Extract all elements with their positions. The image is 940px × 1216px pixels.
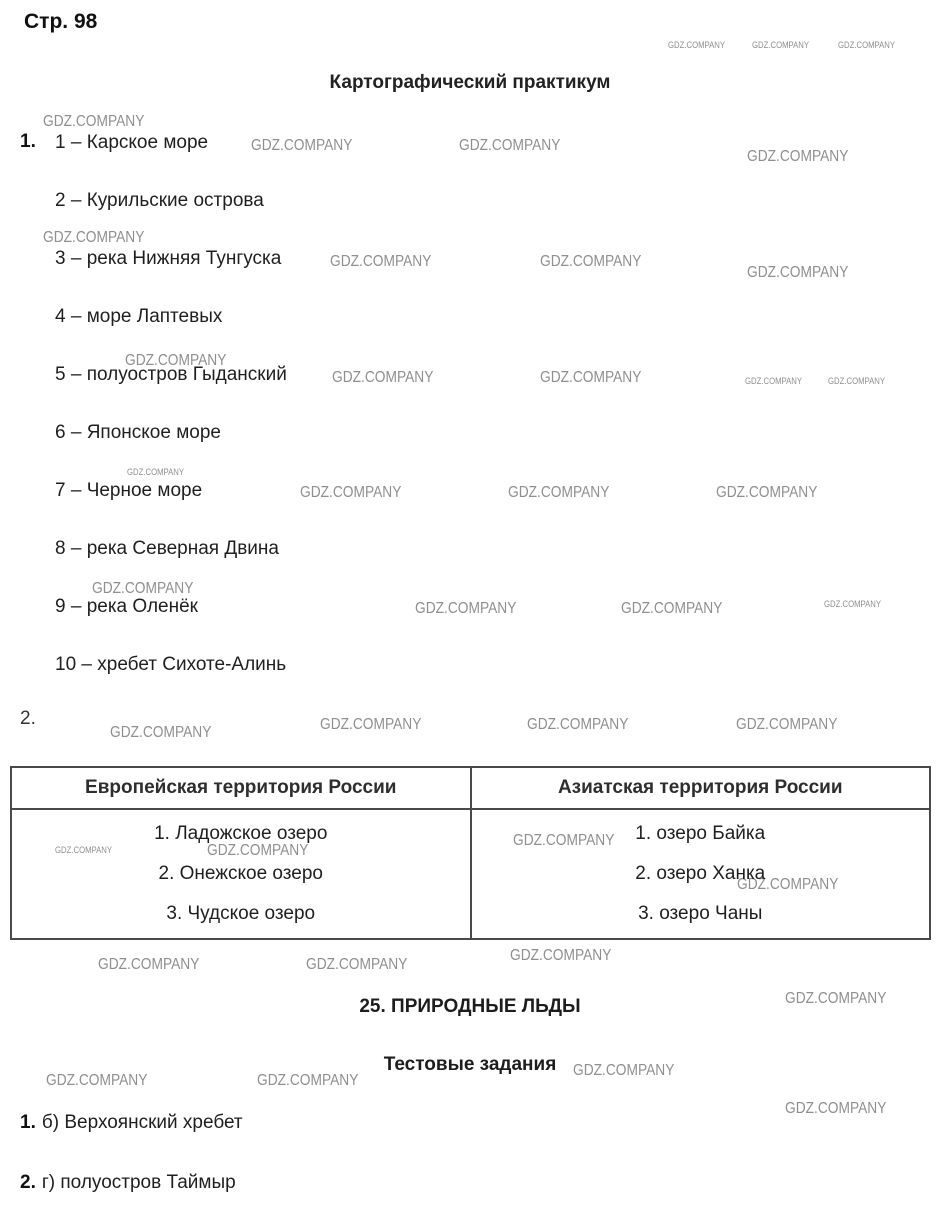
- test-answer-1-number: 1.: [20, 1112, 36, 1133]
- watermark: GDZ.COMPANY: [785, 990, 887, 1007]
- test-answer-2-number: 2.: [20, 1172, 36, 1193]
- table-cell-line: 2. Онежское озеро: [158, 863, 323, 884]
- watermark: GDZ.COMPANY: [527, 716, 629, 733]
- watermark: GDZ.COMPANY: [46, 1072, 148, 1089]
- watermark: GDZ.COMPANY: [621, 600, 723, 617]
- table-cell-line: 2. озеро Ханка: [635, 863, 766, 884]
- table-cell-european: [11, 809, 471, 939]
- watermark: GDZ.COMPANY: [207, 842, 309, 859]
- watermark: GDZ.COMPANY: [332, 369, 434, 386]
- test-answer-1: [20, 1112, 243, 1134]
- watermark: GDZ.COMPANY: [300, 484, 402, 501]
- test-answer-2: [20, 1172, 236, 1194]
- watermark: GDZ.COMPANY: [257, 1072, 359, 1089]
- watermark: GDZ.COMPANY: [110, 724, 212, 741]
- list-item: 6 – Японское море: [55, 422, 221, 443]
- list-item: 7 – Черное море: [55, 480, 203, 501]
- question-1-answers: [55, 131, 920, 711]
- list-item: 3 – река Нижняя Тунгуска: [55, 248, 282, 269]
- table-header-asian: Азиатская территория России: [471, 767, 931, 809]
- watermark: GDZ.COMPANY: [43, 113, 145, 130]
- watermark: GDZ.COMPANY: [785, 1100, 887, 1117]
- page-label: Стр. 98: [24, 10, 98, 33]
- watermark: GDZ.COMPANY: [55, 845, 113, 855]
- watermark: GDZ.COMPANY: [330, 253, 432, 270]
- list-item: 5 – полуостров Гыданский: [55, 364, 287, 385]
- question-1-marker: 1.: [20, 131, 36, 152]
- list-item: 1 – Карское море: [55, 132, 209, 153]
- watermark: GDZ.COMPANY: [828, 376, 886, 386]
- watermark: GDZ.COMPANY: [737, 876, 839, 893]
- test-answer-1-text: б) Верхоянский хребет: [41, 1112, 243, 1133]
- watermark: GDZ.COMPANY: [736, 716, 838, 733]
- watermark: GDZ.COMPANY: [540, 369, 642, 386]
- watermark: GDZ.COMPANY: [838, 40, 896, 50]
- watermark: GDZ.COMPANY: [747, 148, 849, 165]
- watermark: GDZ.COMPANY: [745, 376, 803, 386]
- list-item: 9 – река Оленёк: [55, 596, 198, 617]
- watermark: GDZ.COMPANY: [92, 580, 194, 597]
- table-header-european: Европейская территория России: [11, 767, 471, 809]
- watermark: GDZ.COMPANY: [459, 137, 561, 154]
- list-item: 8 – река Северная Двина: [55, 538, 279, 559]
- table-cell-line: 1. Ладожское озеро: [154, 823, 328, 844]
- watermark: GDZ.COMPANY: [824, 599, 882, 609]
- list-item: 4 – море Лаптевых: [55, 306, 223, 327]
- watermark: GDZ.COMPANY: [98, 956, 200, 973]
- test-tasks-title: Тестовые задания: [383, 1054, 557, 1075]
- table-cell-line: 1. озеро Байка: [635, 823, 766, 844]
- practicum-title: Картографический практикум: [329, 72, 611, 93]
- watermark: GDZ.COMPANY: [752, 40, 810, 50]
- test-answer-2-text: г) полуостров Таймыр: [41, 1172, 236, 1193]
- watermark: GDZ.COMPANY: [43, 229, 145, 246]
- watermark: GDZ.COMPANY: [415, 600, 517, 617]
- territories-table: [10, 766, 931, 940]
- list-item: 2 – Курильские острова: [55, 190, 264, 211]
- question-2-marker: 2.: [20, 708, 36, 729]
- table-body-row: [11, 809, 930, 939]
- watermark: GDZ.COMPANY: [127, 467, 185, 477]
- watermark: GDZ.COMPANY: [306, 956, 408, 973]
- table-cell-line: 3. Чудское озеро: [166, 903, 316, 924]
- watermark: GDZ.COMPANY: [747, 264, 849, 281]
- watermark: GDZ.COMPANY: [716, 484, 818, 501]
- watermark: GDZ.COMPANY: [540, 253, 642, 270]
- watermark: GDZ.COMPANY: [251, 137, 353, 154]
- watermark: GDZ.COMPANY: [320, 716, 422, 733]
- table-header-row: [11, 767, 930, 809]
- table-cell-asian: [471, 809, 931, 939]
- list-item: 10 – хребет Сихоте-Алинь: [55, 654, 287, 675]
- table-cell-line: 3. озеро Чаны: [638, 903, 763, 924]
- watermark: GDZ.COMPANY: [125, 352, 227, 369]
- watermark: GDZ.COMPANY: [510, 947, 612, 964]
- watermark: GDZ.COMPANY: [513, 832, 615, 849]
- watermark: GDZ.COMPANY: [508, 484, 610, 501]
- watermark: GDZ.COMPANY: [573, 1062, 675, 1079]
- watermark: GDZ.COMPANY: [668, 40, 726, 50]
- section-25-title: 25. ПРИРОДНЫЕ ЛЬДЫ: [359, 996, 581, 1017]
